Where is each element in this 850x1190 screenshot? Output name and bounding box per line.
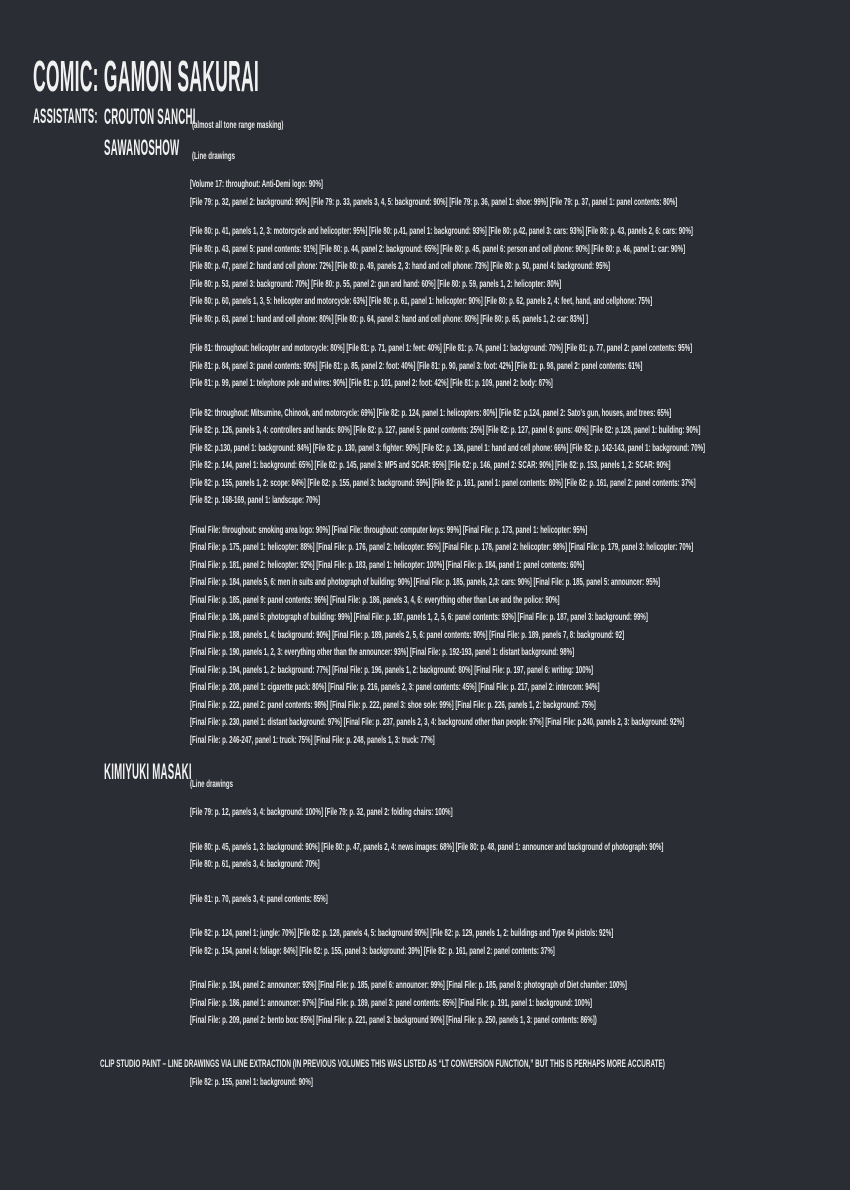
credit-line: [File 82: p. 155, panels 1, 2: scope: 84%] [File 82: p. 155, panel 3: background: 59%] [File 82: p. 161, panel 1: panel contents: 80%] [File 82: p. 161, panel 2: panel contents: 37%] bbox=[190, 476, 696, 489]
credits-list-sawanoshow bbox=[190, 176, 845, 749]
credit-line: [File 80: p. 61, panels 3, 4: background: 70%] bbox=[190, 858, 320, 870]
credit-line: [Final File: p. 246-247, panel 1: truck: 75%] [Final File: p. 248, panels 1, 3: truck: 77%] bbox=[190, 733, 435, 746]
credit-line: [File 80: p. 53, panel 3: background: 70%] [File 80: p. 55, panel 2: gun and hand: 60%] [File 80: p. 59, panels 1, 2: helicopter: 80%] bbox=[190, 277, 562, 290]
credit-line: [Final File: p. 175, panel 1: helicopter: 88%] [Final File: p. 176, panel 2: helicopter: 95%] [Final File: p. 178, panel 2: helicopter: 98%] [Final File: p. 179, panel 3: helicopter: 70%] bbox=[190, 541, 694, 553]
credit-line: [File 79: p. 32, panel 2: background: 90%] [File 79: p. 33, panels 3, 4, 5: background: 90%] [File 79: p. 36, panel 1: shoe: 99%] [File 79: p. 37, panel 1: panel contents: 80%] bbox=[190, 195, 678, 208]
credit-group bbox=[190, 804, 845, 822]
credit-line: [Final File: p. 186, panel 1: announcer: 97%] [Final File: p. 189, panel 3: panel contents: 85%] [Final File: p. 191, panel 1: background: 100%] bbox=[190, 996, 593, 1009]
credit-line: [File 82: p. 154, panel 4: foliage: 84%] [File 82: p. 155, panel 3: background: 39%] [File 82: p. 161, panel 2: panel contents: 37%] bbox=[190, 944, 555, 957]
credit-line: [File 79: p. 12, panels 3, 4: background: 100%] [File 79: p. 32, panel 2: folding chairs: 100%] bbox=[190, 806, 453, 818]
credit-line: [File 81: throughout: helicopter and motorcycle: 80%] [File 81: p. 71, panel 1: feet: 40%] [File 81: p. 74, panel 1: background: 70%] [File 81: p. 77, panel 2: panel contents: 95%] bbox=[190, 342, 693, 354]
assistant-name-kimiyuki-masaki: KIMIYUKI MASAKI bbox=[104, 759, 192, 784]
credit-line: [Final File: p. 185, panel 9: panel contents: 96%] [Final File: p. 186, panels 3, 4, 6: everything other than Lee and the police: 90%] bbox=[190, 593, 560, 606]
credits-list-kimiyuki-masaki bbox=[190, 804, 845, 1030]
credit-line: [File 82: throughout: Mitsumine, Chinook, and motorcycle: 69%] [File 82: p. 124, panel 1: helicopters: 80%] [File 82: p.124, panel 2: Sato's gun, houses, and trees: 65%] bbox=[190, 406, 672, 419]
credit-line: [Volume 17: throughout: Anti-Demi logo: 90%] bbox=[190, 178, 323, 190]
credit-line: [Final File: p. 186, panel 5: photograph of building: 99%] [Final File: p. 187, panels 1, 2, 5, 6: panel contents: 93%] [Final File: p. 187, panel 3: background: 99%] bbox=[190, 611, 648, 623]
page-title: COMIC: GAMON SAKURAI bbox=[33, 52, 259, 101]
credit-line: [Final File: p. 209, panel 2: bento box: 85%] [Final File: p. 221, panel 3: background 90%] [Final File: p. 250, panels 1, 3: panel contents: 86%]) bbox=[190, 1014, 597, 1026]
credit-group bbox=[190, 176, 845, 211]
credit-line: [Final File: p. 194, panels 1, 2: background: 77%] [Final File: p. 196, panels 1, 2: background: 80%] [Final File: p. 197, panel 6: writing: 100%] bbox=[190, 663, 594, 676]
credit-group bbox=[190, 223, 845, 328]
credit-line: [File 80: p. 43, panel 5: panel contents: 91%] [File 80: p. 44, panel 2: background: 65%] [File 80: p. 45, panel 6: person and cell phone: 90%] [File 80: p. 46, panel 1: car: 90%] bbox=[190, 242, 686, 255]
credit-line: [File 80: p. 41, panels 1, 2, 3: motorcycle and helicopter: 95%] [File 80: p.41, panel 1: background: 93%] [File 80: p.42, panel 3: cars: 93%] [File 80: p. 43, panels 2, 6: cars: 90%] bbox=[190, 225, 693, 237]
assistant-name-crouton-sanchi: CROUTON SANCHI bbox=[104, 104, 196, 129]
credit-group bbox=[190, 405, 845, 510]
credit-line: [Final File: p. 230, panel 1: distant background: 97%] [Final File: p. 237, panels 2, 3, 4: background other than people: 97%] [Final File: p.240, panels 2, 3: background: 92%] bbox=[190, 716, 685, 728]
credit-group bbox=[190, 891, 845, 909]
credit-line: [File 82: p. 144, panel 1: background: 65%] [File 82: p. 145, panel 3: MP5 and SCAR: 95%] [File 82: p. 146, panel 2: SCAR: 90%] [File 82: p. 153, panels 1, 2: SCAR: 90%] bbox=[190, 459, 671, 471]
credit-line: [File 82: p. 124, panel 1: jungle: 70%] [File 82: p. 128, panels 4, 5: background 90%] [File 82: p. 129, panels 1, 2: buildings and Type 64 pistols: 92%] bbox=[190, 927, 614, 939]
credit-line: [File 80: p. 63, panel 1: hand and cell phone: 80%] [File 80: p. 64, panel 3: hand and cell phone: 80%] [File 80: p. 65, panels 1, 2: car: 83%] ] bbox=[190, 312, 588, 325]
credit-group bbox=[190, 522, 845, 750]
credit-line: [Final File: p. 184, panels 5, 6: men in suits and photograph of building: 90%] [Final File: p. 185, panels, 2,3: cars: 90%] [Final File: p. 185, panel 5: announcer: 95%] bbox=[190, 576, 661, 588]
assistant-note-sawanoshow: (Line drawings bbox=[192, 150, 235, 162]
credit-group bbox=[190, 340, 845, 393]
assistant-name-sawanoshow: SAWANOSHOW bbox=[104, 135, 180, 160]
software-note: CLIP STUDIO PAINT – LINE DRAWINGS VIA LINE EXTRACTION (IN PREVIOUS VOLUMES THIS WAS LISTED AS “LT CONVERSION FUNCTION,” BUT THIS IS PERHAPS MORE ACCURATE) bbox=[100, 1058, 665, 1070]
credit-line: [Final File: p. 222, panel 2: panel contents: 98%] [Final File: p. 222, panel 3: shoe sole: 99%] [Final File: p. 226, panels 1, 2: background: 75%] bbox=[190, 698, 596, 711]
credit-line: [Final File: p. 184, panel 2: announcer: 93%] [Final File: p. 185, panel 6: announcer: 99%] [Final File: p. 185, panel 8: photograph of Diet chamber: 100%] bbox=[190, 979, 627, 991]
credit-line: [File 80: p. 47, panel 2: hand and cell phone: 72%] [File 80: p. 49, panels 2, 3: hand and cell phone: 73%] [File 80: p. 50, panel 4: background: 95%] bbox=[190, 260, 610, 272]
credit-group bbox=[190, 839, 845, 874]
software-credit-line: [File 82: p. 155, panel 1: background: 90%] bbox=[190, 1076, 313, 1088]
credit-line: [File 80: p. 60, panels 1, 3, 5: helicopter and motorcycle: 63%] [File 80: p. 61, panel 1: helicopter: 90%] [File 80: p. 62, panels 2, 4: feet, hand, and cellphone: 75%] bbox=[190, 295, 653, 307]
credit-line: [File 81: p. 70, panels 3, 4: panel contents: 85%] bbox=[190, 892, 328, 905]
credit-group bbox=[190, 977, 845, 1030]
credit-group bbox=[190, 925, 845, 960]
credit-line: [Final File: p. 190, panels 1, 2, 3: everything other than the announcer: 93%] [Final File: p. 192-193, panel 1: distant background: 98%] bbox=[190, 646, 575, 658]
credit-line: [Final File: p. 181, panel 2: helicopter: 92%] [Final File: p. 183, panel 1: helicopter: 100%] [Final File: p. 184, panel 1: panel contents: 60%] bbox=[190, 558, 585, 571]
assistant-note-kimiyuki-masaki: (Line drawings bbox=[190, 778, 233, 790]
credit-line: [Final File: p. 208, panel 1: cigarette pack: 80%] [Final File: p. 216, panels 2, 3: panel contents: 45%] [Final File: p. 217, panel 2: intercom: 94%] bbox=[190, 681, 600, 693]
credit-line: [File 82: p.130, panel 1: background: 84%] [File 82: p. 130, panel 3: fighter: 90%] [File 82: p. 136, panel 1: hand and cell phone: 66%] [File 82: p. 142-143, panel 1: background: 70%] bbox=[190, 441, 706, 454]
assistant-note-crouton-sanchi: (almost all tone range masking) bbox=[192, 119, 284, 131]
assistants-label: ASSISTANTS: bbox=[33, 105, 98, 128]
credit-line: [File 82: p. 126, panels 3, 4: controllers and hands: 80%] [File 82: p. 127, panel 5: panel contents: 25%] [File 82: p. 127, panel 6: guns: 40%] [File 82: p.128, panel 1: building: 90%] bbox=[190, 424, 701, 436]
credit-line: [Final File: throughout: smoking area logo: 90%] [Final File: throughout: computer keys: 99%] [Final File: p. 173, panel 1: helicopter: 95%] bbox=[190, 523, 588, 536]
credit-line: [File 81: p. 99, panel 1: telephone pole and wires: 90%] [File 81: p. 101, panel 2: foot: 42%] [File 81: p. 109, panel 2: body: 87%] bbox=[190, 377, 553, 389]
credit-line: [File 81: p. 84, panel 3: panel contents: 90%] [File 81: p. 85, panel 2: foot: 40%] [File 81: p. 90, panel 3: foot: 42%] [File 81: p. 98, panel 2: panel contents: 61%] bbox=[190, 359, 643, 372]
credit-line: [Final File: p. 188, panels 1, 4: background: 90%] [Final File: p. 189, panels 2, 5, 6: panel contents: 90%] [Final File: p. 189, panels 7, 8: background: 92] bbox=[190, 628, 625, 641]
credit-line: [File 80: p. 45, panels 1, 3: background: 90%] [File 80: p. 47, panels 2, 4: news images: 68%] [File 80: p. 48, panel 1: announcer and background of photograph: 90%] bbox=[190, 840, 664, 853]
credit-line: [File 82: p. 168-169, panel 1: landscape: 70%] bbox=[190, 494, 320, 506]
